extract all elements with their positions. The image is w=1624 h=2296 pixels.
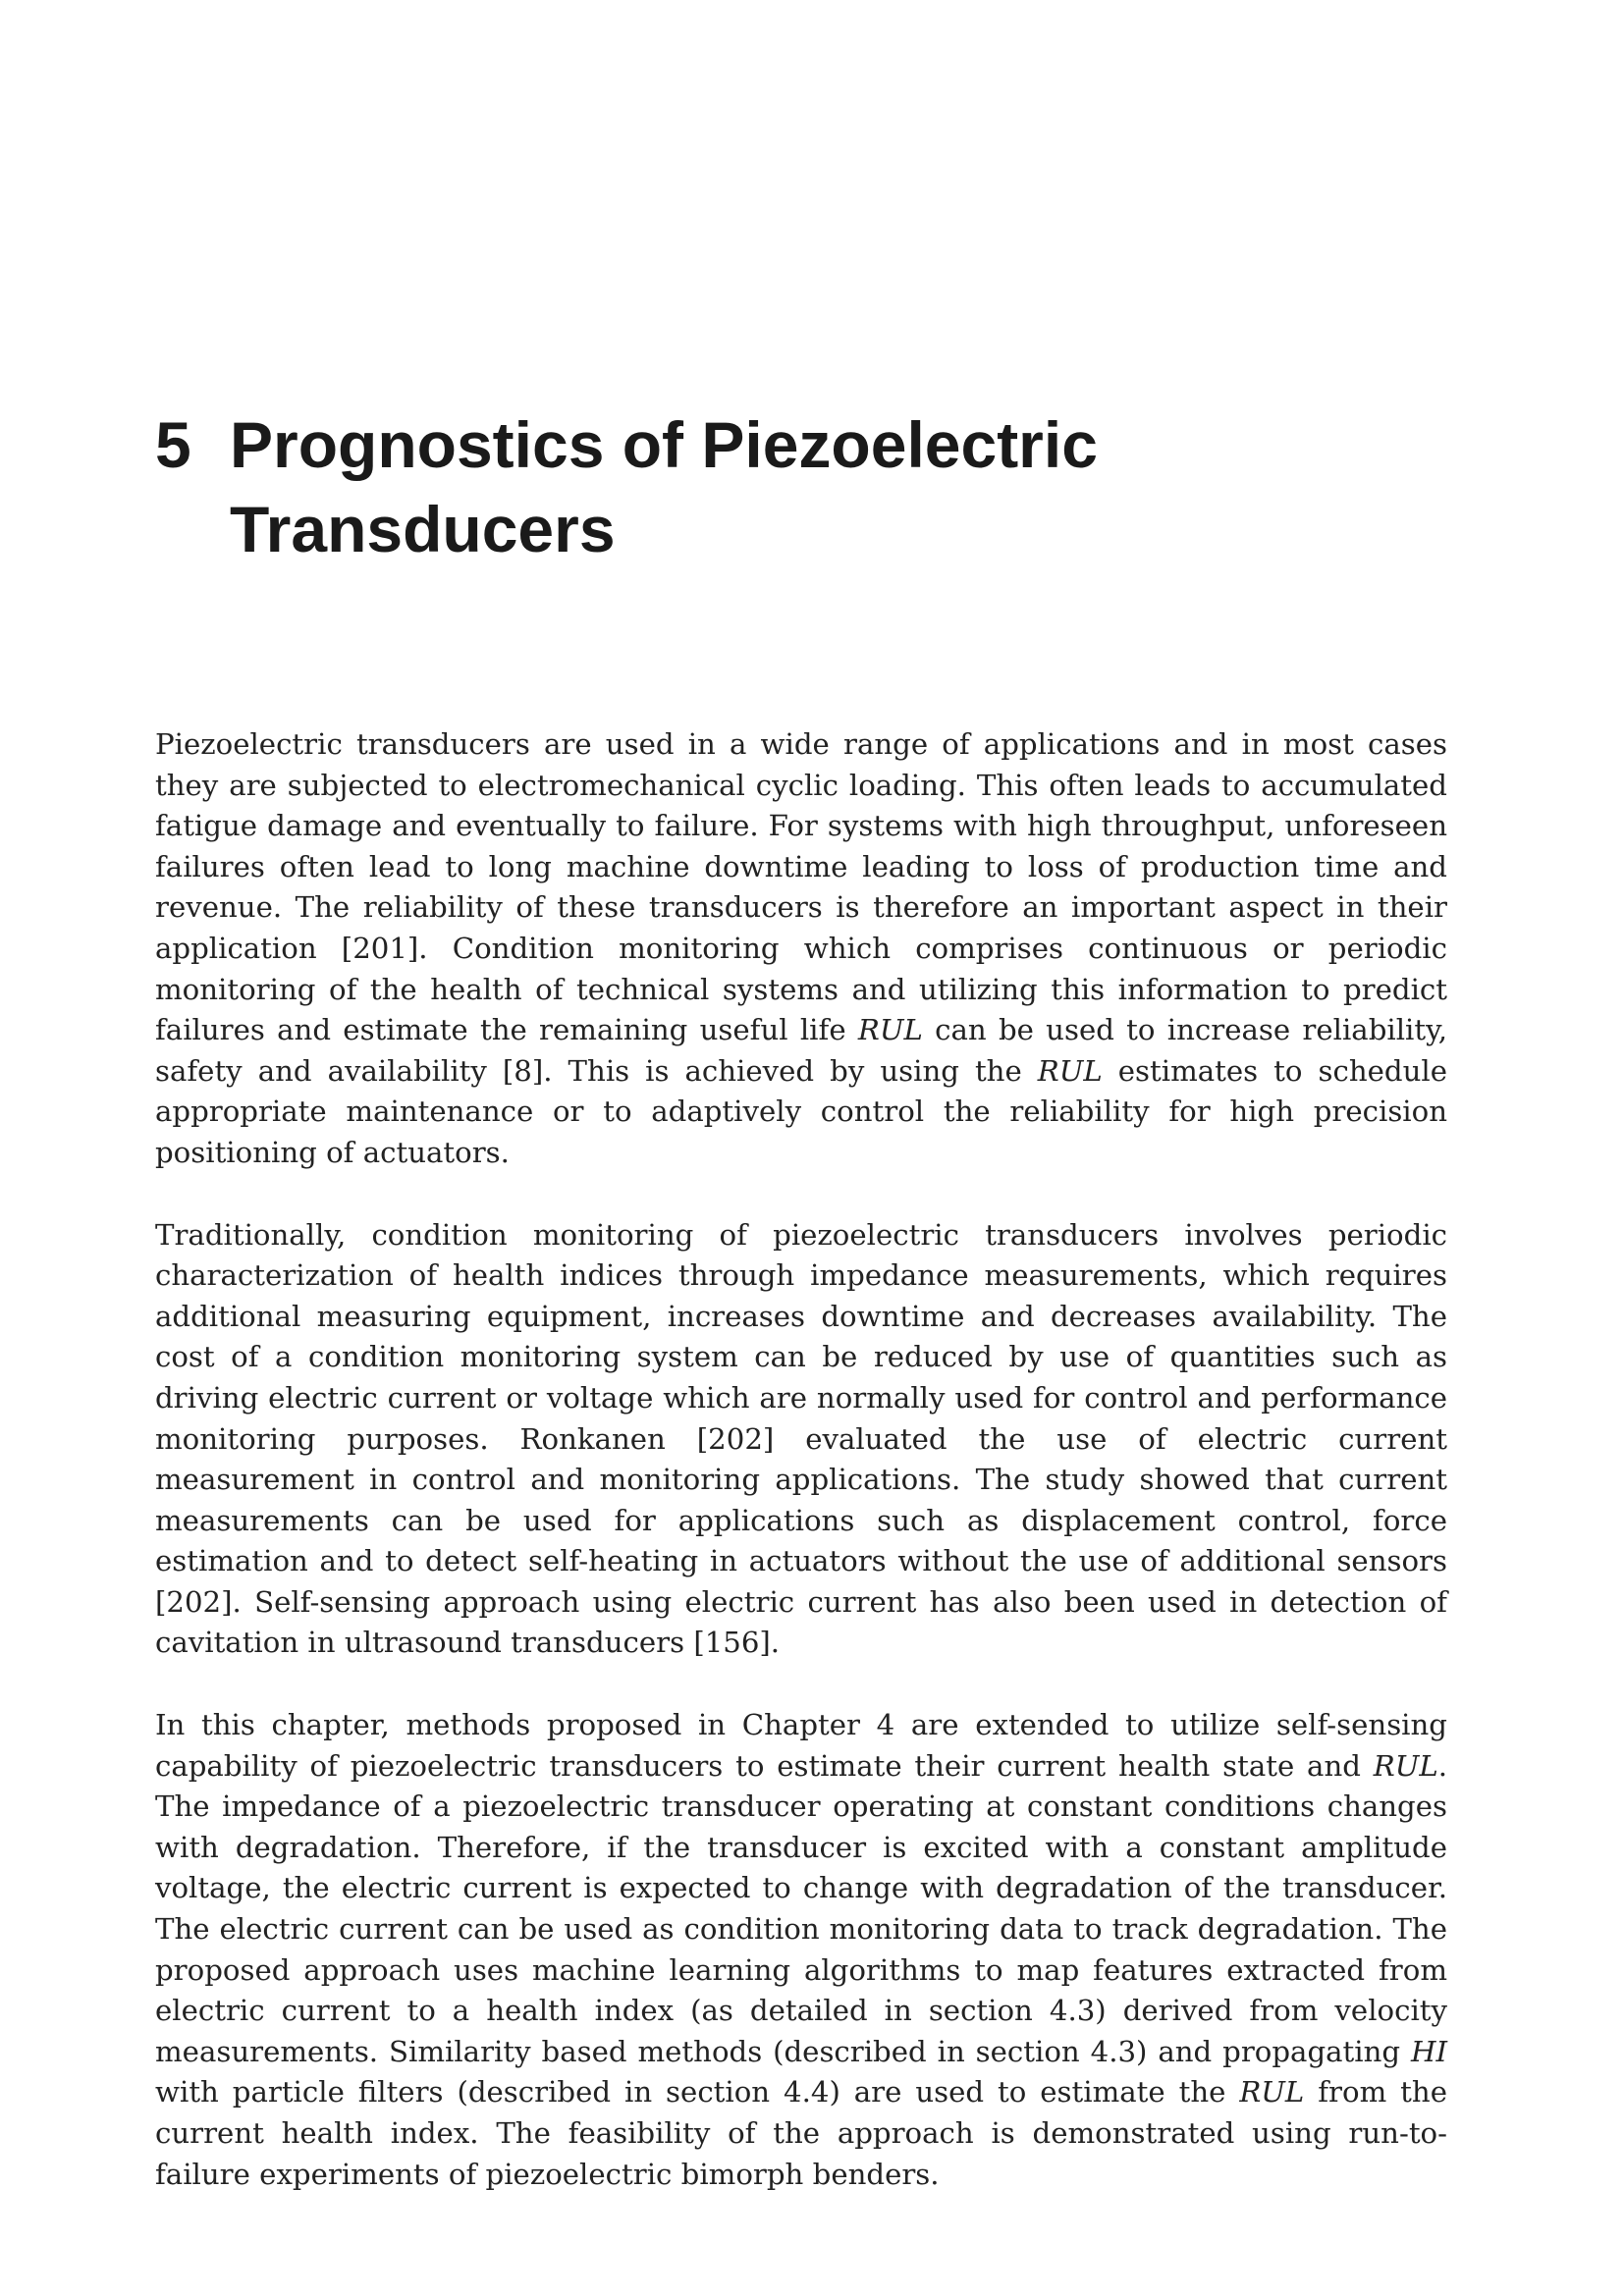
paragraph-2 [155,1215,1447,1665]
paragraph-text: from the current health index. The feasibility of the approach is demonstrated using run-to-failure experiments of piezoelectric bimorph benders. [155,2075,1447,2191]
paragraph-text: Piezoelectric transducers are used in a wide range of applications and in most cases they are subjected to electromechanical cyclic loading. This often leads to accumulated fatigue damage and eventually to failure. For systems with high throughput, unforeseen failures often lead to long machine downtime leading to loss of production time and revenue. The reliability of these transducers is therefore an important aspect in their application [201]. Condition monitoring which comprises continuous or periodic monitoring of the health of technical systems and utilizing this information to predict failures and estimate the remaining useful life [155,727,1447,1047]
chapter-number: 5 [155,408,191,481]
chapter-title: Prognostics of Piezoelectric Transducers [230,408,1098,565]
math-hi: HI [1411,2034,1447,2068]
paragraph-3 [155,1705,1447,2195]
math-rul: RUL [1239,2075,1305,2109]
paragraph-text: Traditionally, condition monitoring of piezoelectric transducers involves periodic characterization of health indices through impedance measurements, which requires additional measuring equipment, increases downtime and decreases availability. The cost of a condition monitoring system can be reduced by use of quantities such as driving electric current or voltage which are normally used for control and performance monitoring purposes. Ronkanen [202] evaluated the use of electric current measurement in control and monitoring applications. The study showed that current measurements can be used for applications such as displacement control, force estimation and to detect self-heating in actuators without the use of additional sensors [202]. Self-sensing approach using electric current has also been used in detection of cavitation in ultrasound transducers [156]. [155,1217,1447,1660]
math-rul: RUL [857,1013,923,1047]
math-rul: RUL [1037,1053,1103,1088]
paragraph-text: estimates to schedule appropriate maintenance or to adaptively control the reliability for high precision positioning of actuators. [155,1053,1447,1169]
paragraph-text: can be used to increase reliability, safety and availability [8]. This is achieved by using the [155,1013,1447,1088]
paragraph-text: with particle filters (described in section 4.4) are used to estimate the [155,2075,1240,2109]
math-rul: RUL [1373,1748,1438,1783]
chapter-heading [155,402,1471,571]
paragraph-text: In this chapter, methods proposed in Chapter 4 are extended to utilize self-sensing capability of piezoelectric transducers to estimate their current health state and [155,1708,1447,1783]
paragraph-1 [155,724,1447,1174]
body-text [155,724,1447,2236]
paragraph-text: . The impedance of a piezoelectric transducer operating at constant conditions changes with degradation. Therefore, if the transducer is excited with a constant amplitude voltage, the electric current is expected to change with degradation of the transducer. The electric current can be used as condition monitoring data to track degradation. The proposed approach uses machine learning algorithms to map features extracted from electric current to a health index (as detailed in section 4.3) derived from velocity measurements. Similarity based methods (described in section 4.3) and propagating [155,1748,1447,2068]
